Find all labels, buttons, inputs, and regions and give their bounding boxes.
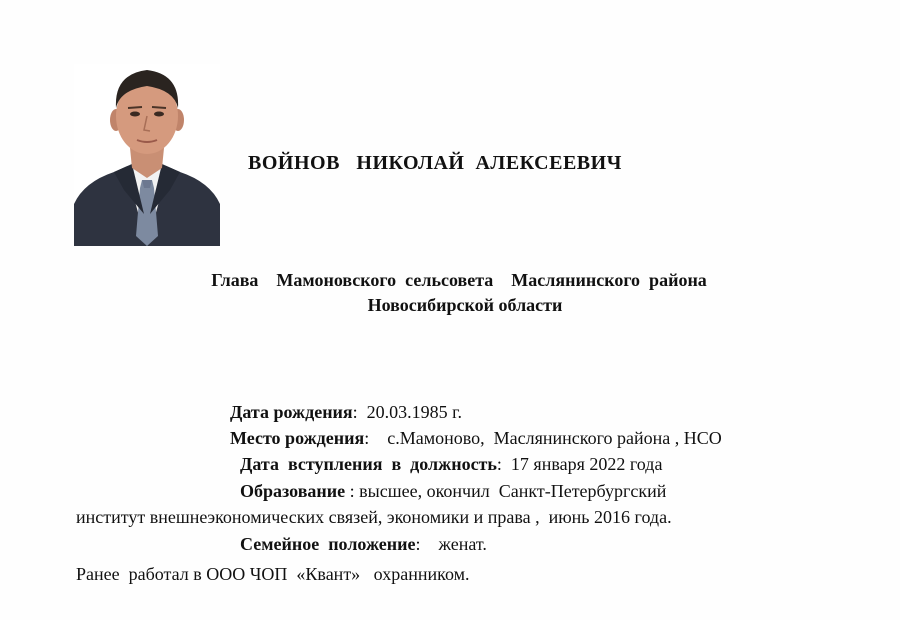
position-title-line-1: Глава Мамоновского сельсовета Маслянинского района bbox=[211, 270, 707, 290]
marital-status-label: Семейное положение bbox=[240, 534, 416, 554]
birth-date-value: : 20.03.1985 г. bbox=[352, 402, 463, 422]
birth-place-value: : с.Мамоново, Маслянинского района , НСО bbox=[364, 428, 722, 448]
birth-place-row bbox=[230, 428, 722, 449]
birth-date-row bbox=[230, 402, 462, 423]
education-value: : высшее, окончил Санкт-Петербургский bbox=[345, 481, 667, 501]
education-row bbox=[240, 481, 666, 502]
marital-status-value: : женат. bbox=[415, 534, 487, 554]
education-continuation: институт внешнеэкономических связей, экономики и права , июнь 2016 года. bbox=[76, 507, 672, 527]
portrait-photo bbox=[74, 64, 220, 246]
person-full-name: ВОЙНОВ НИКОЛАЙ АЛЕКСЕЕВИЧ bbox=[248, 152, 622, 174]
appointment-date-row bbox=[240, 454, 662, 475]
position-title bbox=[0, 268, 900, 318]
education-label: Образование bbox=[240, 481, 346, 501]
marital-status-row bbox=[240, 534, 487, 555]
birth-place-label: Место рождения bbox=[230, 428, 365, 448]
previous-work-text: Ранее работал в ООО ЧОП «Квант» охранником. bbox=[76, 564, 470, 584]
birth-date-label: Дата рождения bbox=[230, 402, 353, 422]
appointment-date-value: : 17 января 2022 года bbox=[496, 454, 663, 474]
appointment-date-label: Дата вступления в должность bbox=[240, 454, 497, 474]
position-title-line-2: Новосибирской области bbox=[367, 295, 563, 315]
